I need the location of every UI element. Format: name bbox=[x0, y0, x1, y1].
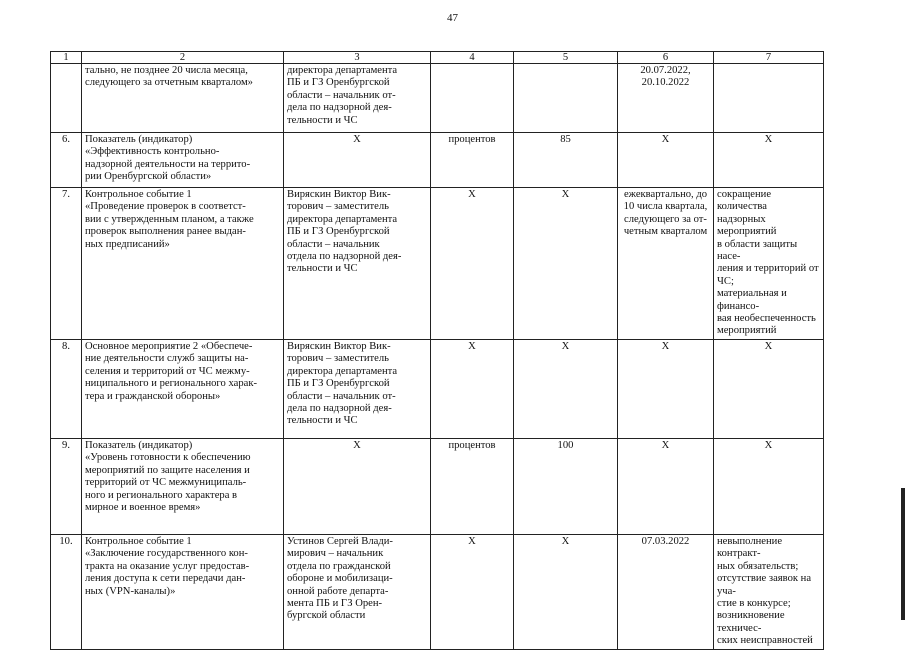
header-cell: 4 bbox=[431, 52, 514, 64]
header-cell: 7 bbox=[714, 52, 824, 64]
row-responsible: Виряскин Виктор Вик- торович – заместитель директора департамента ПБ и ГЗ Оренбургской области – начальник от- дела по надзорной дея- тельности и ЧС bbox=[284, 339, 431, 438]
row-value bbox=[514, 64, 618, 133]
table-row bbox=[51, 188, 824, 340]
row-risks: Х bbox=[714, 438, 824, 534]
row-name: Показатель (индикатор) «Уровень готовности к обеспечению мероприятий по защите населения и территорий от ЧС межмуниципаль- ного и регионального характера в мирное и военное время» bbox=[82, 438, 284, 534]
row-name: тально, не позднее 20 числа месяца, следующего за отчетным кварталом» bbox=[82, 64, 284, 133]
row-responsible: Виряскин Виктор Вик- торович – заместитель директора департамента ПБ и ГЗ Оренбургской области – начальник отдела по надзорной дея- тельности и ЧС bbox=[284, 188, 431, 340]
row-number: 7. bbox=[51, 188, 82, 340]
row-unit: Х bbox=[431, 188, 514, 340]
table-row bbox=[51, 133, 824, 188]
row-name: Показатель (индикатор) «Эффективность контрольно- надзорной деятельности на террито- рии Оренбургской области» bbox=[82, 133, 284, 188]
table-row bbox=[51, 339, 824, 438]
row-responsible: Устинов Сергей Влади- мирович – начальник отдела по гражданской обороне и мобилизаци- онной работе департа- мента ПБ и ГЗ Орен- бургской области bbox=[284, 534, 431, 649]
row-responsible: Х bbox=[284, 438, 431, 534]
page-number: 47 bbox=[447, 12, 458, 24]
row-unit: Х bbox=[431, 534, 514, 649]
header-cell: 1 bbox=[51, 52, 82, 64]
header-cell: 2 bbox=[82, 52, 284, 64]
row-unit: Х bbox=[431, 339, 514, 438]
row-unit bbox=[431, 64, 514, 133]
header-cell: 3 bbox=[284, 52, 431, 64]
plan-table bbox=[50, 51, 824, 650]
row-number bbox=[51, 64, 82, 133]
table-row bbox=[51, 438, 824, 534]
row-risks: Х bbox=[714, 339, 824, 438]
row-number: 9. bbox=[51, 438, 82, 534]
row-risks: сокращение количества надзорных мероприятий в области защиты насе- ления и территорий от ЧС; материальная и финансо- вая необеспеченность мероприятий bbox=[714, 188, 824, 340]
row-deadline: Х bbox=[618, 438, 714, 534]
row-responsible: Х bbox=[284, 133, 431, 188]
row-deadline: ежеквартально, до 10 числа квартала, следующего за от- четным кварталом bbox=[618, 188, 714, 340]
row-name: Основное мероприятие 2 «Обеспече- ние деятельности служб защиты на- селения и территорий от ЧС межму- ниципального и регионального харак- тера и гражданской обороны» bbox=[82, 339, 284, 438]
row-responsible: директора департамента ПБ и ГЗ Оренбургской области – начальник от- дела по надзорной дея- тельности и ЧС bbox=[284, 64, 431, 133]
row-deadline: Х bbox=[618, 133, 714, 188]
header-cell: 6 bbox=[618, 52, 714, 64]
row-deadline: 20.07.2022, 20.10.2022 bbox=[618, 64, 714, 133]
row-risks: невыполнение контракт- ных обязательств; отсутствие заявок на уча- стие в конкурсе; возникновение техничес- ских неисправностей bbox=[714, 534, 824, 649]
row-value: 85 bbox=[514, 133, 618, 188]
row-number: 6. bbox=[51, 133, 82, 188]
header-cell: 5 bbox=[514, 52, 618, 64]
row-value: Х bbox=[514, 339, 618, 438]
row-name: Контрольное событие 1 «Заключение государственного кон- тракта на оказание услуг предостав- ления доступа к сети передачи дан- ных (VPN-каналы)» bbox=[82, 534, 284, 649]
row-number: 8. bbox=[51, 339, 82, 438]
row-name: Контрольное событие 1 «Проведение проверок в соответст- вии с утвержденным планом, а также проверок выполнения ранее выдан- ных предписаний» bbox=[82, 188, 284, 340]
row-unit: процентов bbox=[431, 438, 514, 534]
row-deadline: Х bbox=[618, 339, 714, 438]
scan-edge-mark bbox=[901, 488, 905, 620]
row-value: Х bbox=[514, 188, 618, 340]
row-value: 100 bbox=[514, 438, 618, 534]
header-row bbox=[51, 52, 824, 64]
table-row bbox=[51, 64, 824, 133]
row-number: 10. bbox=[51, 534, 82, 649]
row-risks bbox=[714, 64, 824, 133]
row-unit: процентов bbox=[431, 133, 514, 188]
table-row bbox=[51, 534, 824, 649]
row-value: Х bbox=[514, 534, 618, 649]
row-risks: Х bbox=[714, 133, 824, 188]
row-deadline: 07.03.2022 bbox=[618, 534, 714, 649]
